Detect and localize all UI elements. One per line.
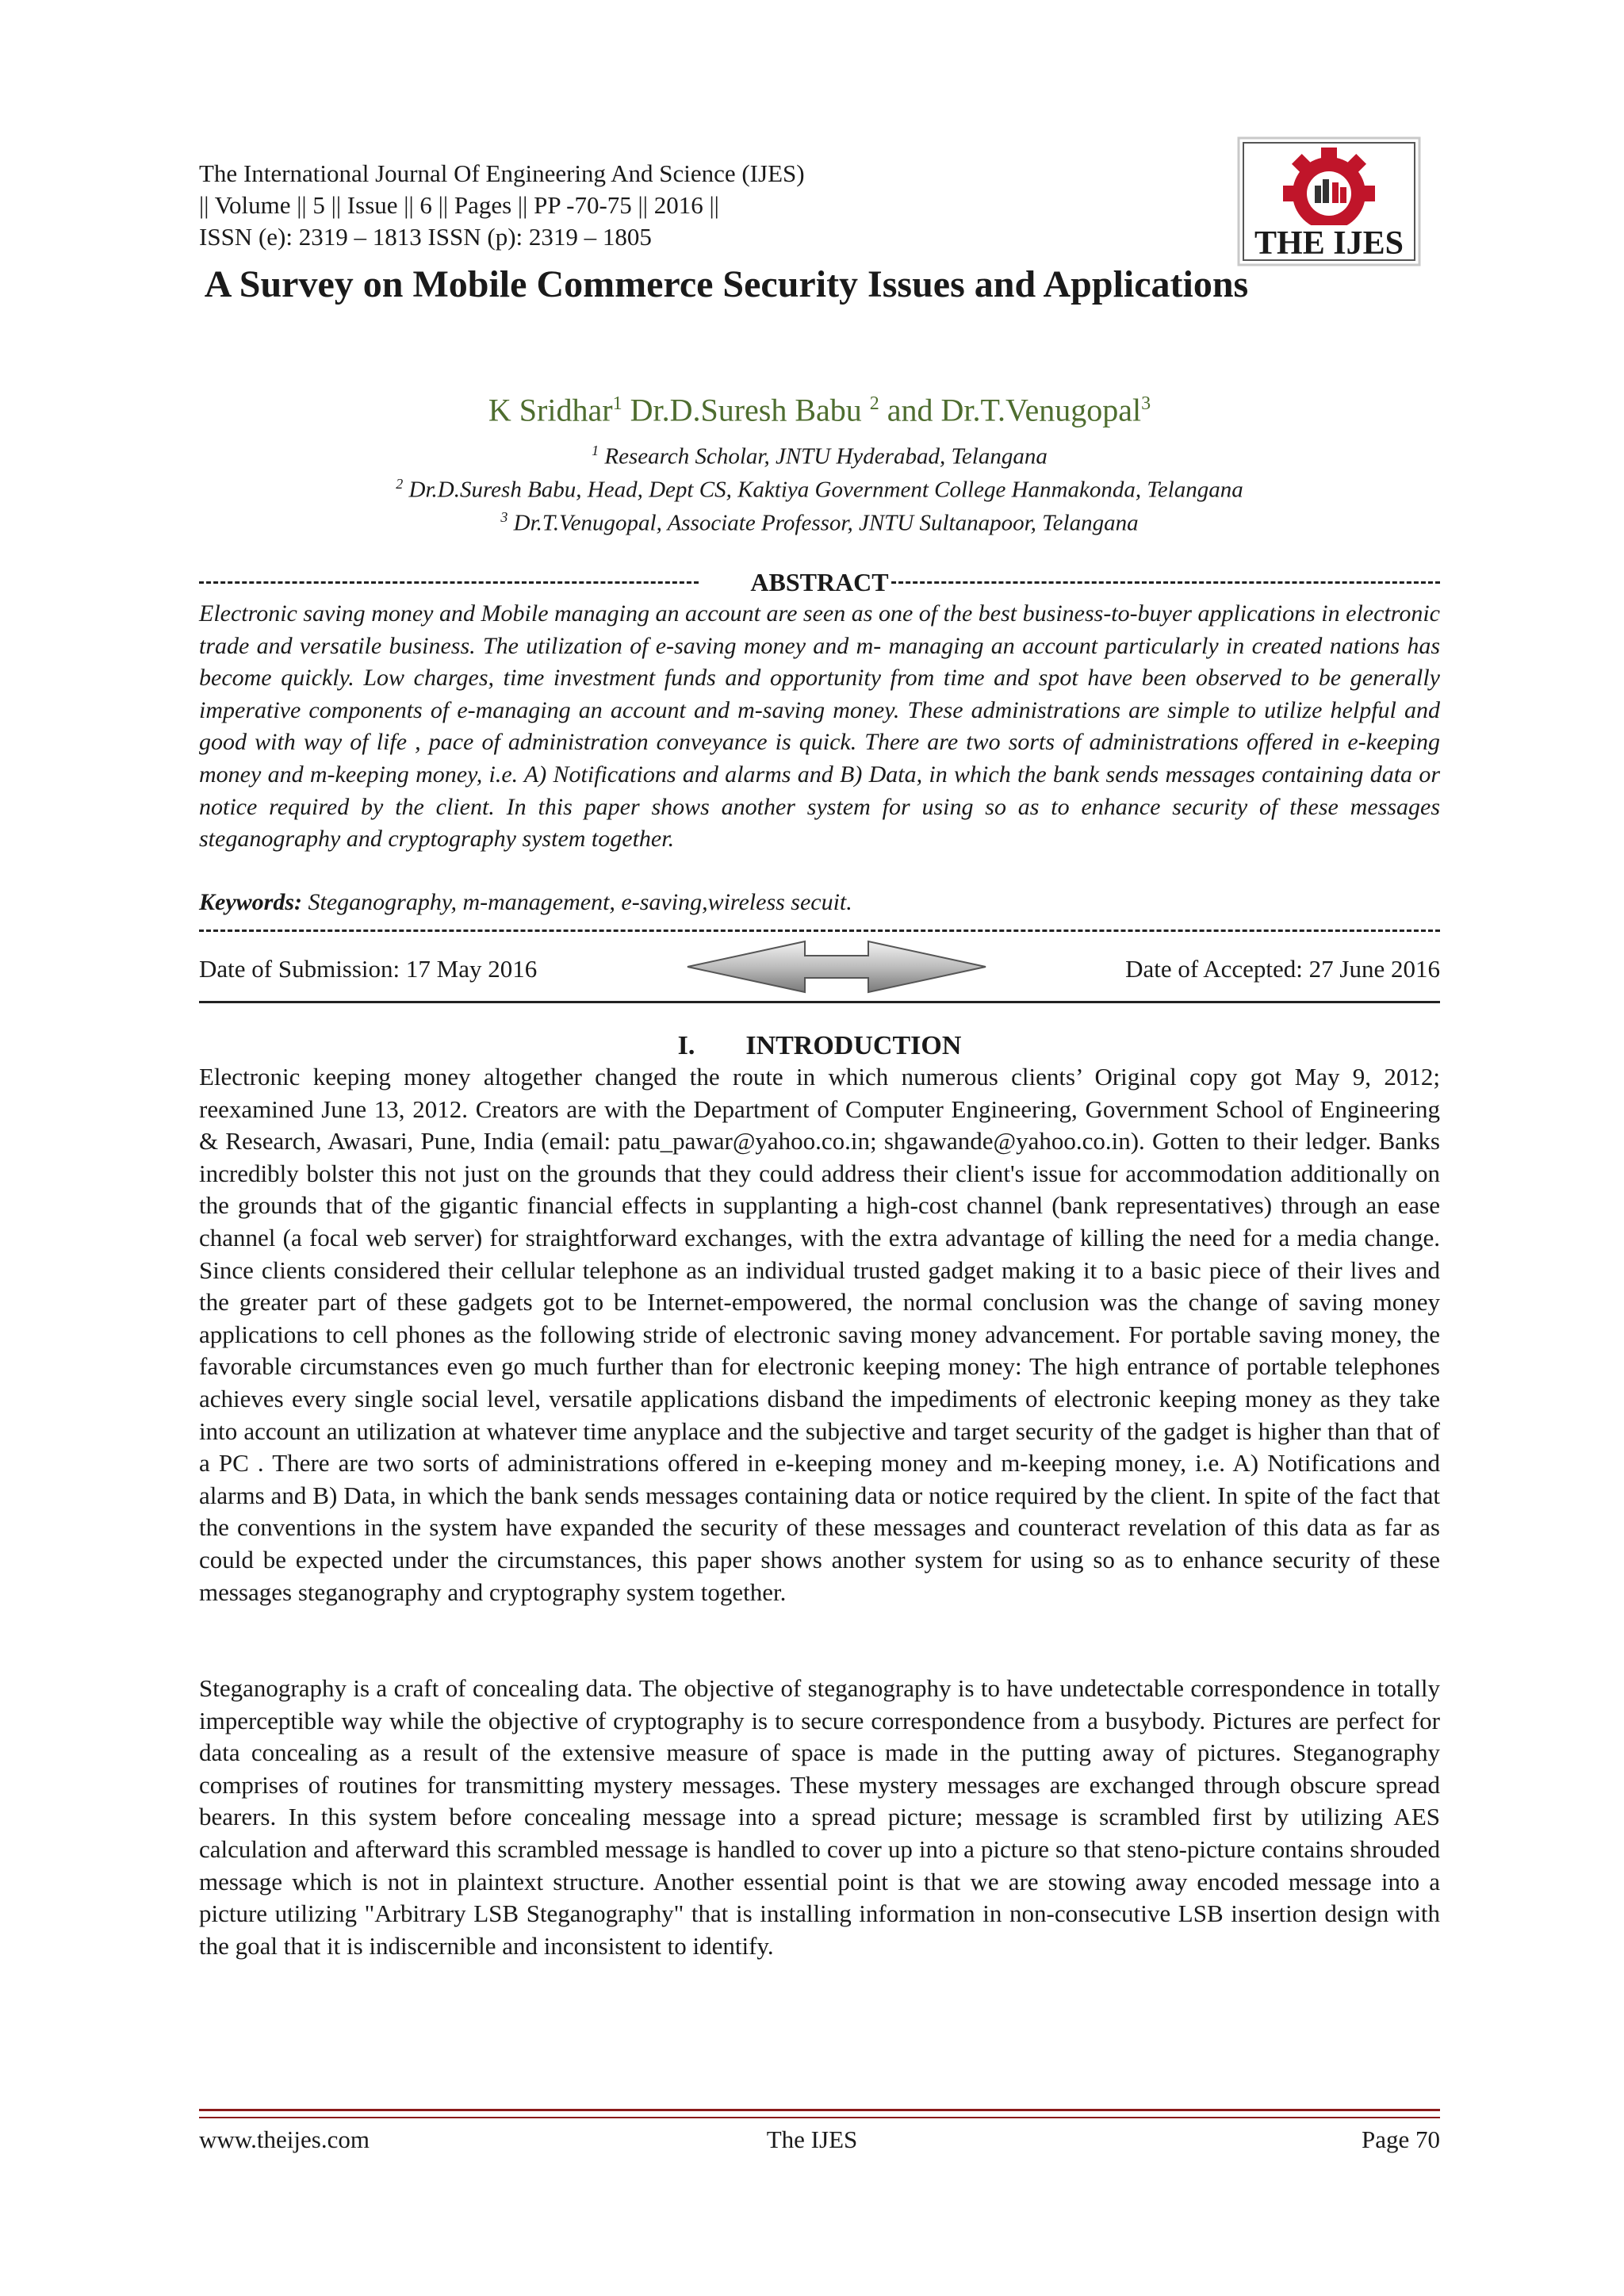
affiliation-1-text: Research Scholar, JNTU Hyderabad, Telangana bbox=[599, 443, 1048, 470]
author-3-sup: 3 bbox=[1141, 393, 1151, 414]
abstract-heading-text: ABSTRACT bbox=[748, 568, 891, 596]
intro-paragraph-2: Steganography is a craft of concealing data. The objective of steganography is to have undetectable correspondence in totally imperceptible way while the objective of cryptography is to secure correspondence from a busybody. Pictures are perfect for data concealing as a result of the extensive measure of space is made in the putting away of pictures. Steganography comprises of routines for transmitting mystery messages. These mystery messages are exchanged through obscure spread bearers. In this system before concealing message into a spread picture; message is scrambled first by utilizing AES calculation and afterward this scrambled message is handled to cover up into a picture so that steno-picture contains shrouded message which is not in plaintext structure. Another essential point is that we are stowing away encoded message into a picture utilizing "Arbitrary LSB Steganography" that is installing information in non-consecutive LSB insertion design with the goal that it is indiscernible and inconsistent to identify. bbox=[199, 1674, 1440, 1960]
affiliation-3 bbox=[199, 503, 1440, 538]
affiliation-2-text: Dr.D.Suresh Babu, Head, Dept CS, Kaktiya Government College Hanmakonda, Telangana bbox=[403, 477, 1243, 503]
footer-website: www.theijes.com bbox=[199, 2125, 370, 2153]
affiliation-2 bbox=[199, 470, 1440, 504]
footer-journal: The IJES bbox=[766, 2125, 858, 2153]
logo-text: THE IJES bbox=[1254, 225, 1404, 262]
author-2: Dr.D.Suresh Babu bbox=[622, 392, 870, 428]
footer-page-number: Page 70 bbox=[1361, 2125, 1440, 2153]
affiliation-2-sup: 2 bbox=[396, 476, 404, 492]
section-title: INTRODUCTION bbox=[745, 1031, 962, 1060]
keywords-divider bbox=[199, 930, 1440, 932]
issn-line: ISSN (e): 2319 – 1813 ISSN (p): 2319 – 1805 bbox=[199, 223, 652, 251]
intro-paragraph-1: Electronic keeping money altogether changed the route in which numerous clients’ Original copy got May 9, 2012; reexamined June 13, 2012. Creators are with the Department of Computer Engineering, Government School of Engineering & Research, Awasari, Pune, India (email: patu_pawar@yahoo.co.in; shgawande@yahoo.co.in). Gotten to their ledger. Banks incredibly bolster this not just on the grounds that they could address their client's issue for accommodation additionally on the grounds that of the gigantic financial effects in supplanting a high-cost channel (bank representatives) through an ease channel (a focal web server) for straightforward exchanges, with the extra advantage of killing the need for a media change. Since clients considered their cellular telephone as an individual trusted gadget making it to a basic piece of their lives and the greater part of these gadgets got to be Internet-empowered, the normal conclusion was the change of saving money applications to cell phones as the following stride of electronic saving money advancement. For portable saving money, the favorable circumstances even go much further than for electronic keeping money: The high entrance of portable telephones achieves every single social level, versatile applications disband the impediments of electronic keeping money as they take into account an utilization at whatever time anyplace and the subjective and target security of the gadget is higher than that of a PC . There are two sorts of administrations offered in e-keeping money and m-keeping money, i.e. A) Notifications and alarms and B) Data, in which the bank sends messages containing data or notice required by the client. In spite of the fact that the conventions in the system have expanded the security of these messages and counteract revelation of this data as far as could be expected under the circumstances, this paper shows another system for using so as to enhance security of these messages steganography and cryptography system together. bbox=[199, 1063, 1440, 1606]
affiliation-1-sup: 1 bbox=[592, 443, 599, 458]
paper-title: A Survey on Mobile Commerce Security Issues and Applications bbox=[204, 263, 1249, 305]
abstract-heading bbox=[199, 566, 1440, 598]
section-heading bbox=[199, 1029, 1440, 1063]
volume-line: || Volume || 5 || Issue || 6 || Pages || PP -70-75 || 2016 || bbox=[199, 191, 719, 219]
author-1-sup: 1 bbox=[612, 393, 622, 414]
abstract-divider bbox=[199, 566, 1440, 598]
affiliation-3-text: Dr.T.Venugopal, Associate Professor, JNTU Sultanapoor, Telangana bbox=[508, 510, 1139, 536]
footer-rule bbox=[199, 2109, 1440, 2118]
author-2-sup: 2 bbox=[869, 393, 879, 414]
author-line bbox=[199, 384, 1440, 430]
ijes-logo bbox=[1237, 136, 1421, 266]
affiliation-1 bbox=[199, 436, 1440, 471]
double-arrow-icon bbox=[686, 938, 987, 995]
submission-date: Date of Submission: 17 May 2016 bbox=[199, 955, 538, 983]
author-1: K Sridhar bbox=[488, 392, 613, 428]
keywords-text: Steganography, m-management, e-saving,wireless secuit. bbox=[302, 889, 852, 915]
abstract-text: Electronic saving money and Mobile managing an account are seen as one of the best business-to-buyer applications in electronic trade and versatile business. The utilization of e-saving money and m- managing an account particularly in created nations has become quickly. Low charges, time investment funds and opportunity from time and spot have been observed to be generally imperative components of e-managing an account and m-saving money. These administrations are simple to utilize helpful and good with way of life , pace of administration conveyance is quick. There are two sorts of administrations offered in e-keeping money and m-keeping money, i.e. A) Notifications and alarms and B) Data, in which the bank sends messages containing data or notice required by the client. In this paper shows another system for using so as to enhance security of these messages steganography and cryptography system together. bbox=[199, 600, 1440, 853]
accepted-date: Date of Accepted: 27 June 2016 bbox=[1125, 955, 1440, 983]
affiliation-3-sup: 3 bbox=[500, 509, 508, 525]
keywords-label: Keywords: bbox=[199, 889, 302, 915]
keywords-line bbox=[199, 887, 1440, 918]
journal-name: The International Journal Of Engineering And Science (IJES) bbox=[199, 159, 805, 187]
section-number: I. bbox=[677, 1031, 695, 1060]
dates-divider bbox=[199, 1001, 1440, 1003]
author-3: and Dr.T.Venugopal bbox=[879, 392, 1142, 428]
